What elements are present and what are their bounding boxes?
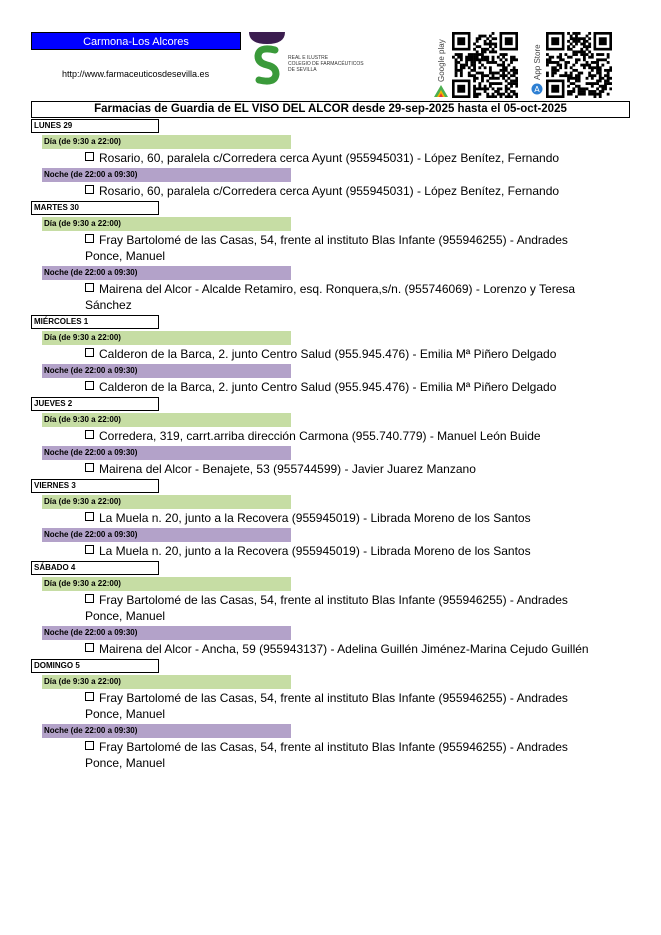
pharmacy-entry-text: La Muela n. 20, junto a la Recovera (955945019) - Librada Moreno de los Santos — [99, 544, 531, 558]
checkbox-square-icon — [85, 348, 94, 357]
checkbox-square-icon — [85, 545, 94, 554]
pharmacy-entry-text: Calderon de la Barca, 2. junto Centro Salud (955.945.476) - Emilia Mª Piñero Delgado — [99, 347, 557, 361]
pharmacy-entry-text: Fray Bartolomé de las Casas, 54, frente al instituto Blas Infante (955946255) - Andrades Ponce, Manuel — [85, 691, 568, 721]
google-play-qr-code[interactable] — [452, 32, 518, 98]
pharmacy-entry — [85, 345, 595, 364]
night-shift-header: Noche (de 22:00 a 09:30) — [42, 528, 291, 542]
night-shift-header: Noche (de 22:00 a 09:30) — [42, 266, 291, 280]
checkbox-square-icon — [85, 185, 94, 194]
day-header: LUNES 29 — [31, 119, 159, 133]
checkbox-square-icon — [85, 283, 94, 292]
pharmacy-entry — [85, 231, 595, 266]
pharmacy-entry — [85, 280, 595, 315]
website-url[interactable]: http://www.farmaceuticosdesevilla.es — [62, 69, 210, 79]
pharmacy-entry-text: Rosario, 60, paralela c/Corredera cerca Ayunt (955945031) - López Benítez, Fernando — [99, 184, 560, 198]
college-logo — [249, 32, 285, 87]
svg-text:A: A — [534, 85, 540, 94]
checkbox-square-icon — [85, 381, 94, 390]
pharmacy-entry — [85, 591, 595, 626]
pharmacy-entry-text: Mairena del Alcor - Ancha, 59 (955943137) - Adelina Guillén Jiménez-Marina Cejudo Guillén — [99, 642, 589, 656]
checkbox-square-icon — [85, 463, 94, 472]
day-header: MARTES 30 — [31, 201, 159, 215]
pharmacy-entry — [85, 738, 595, 773]
pharmacy-entry-text: Corredera, 319, carrt.arriba dirección Carmona (955.740.779) - Manuel León Buide — [99, 429, 541, 443]
day-header: MIÉRCOLES 1 — [31, 315, 159, 329]
checkbox-square-icon — [85, 152, 94, 161]
day-shift-header: Día (de 9:30 a 22:00) — [42, 331, 291, 345]
zone-label: Carmona-Los Alcores — [31, 32, 241, 50]
pharmacy-entry-text: Mairena del Alcor - Benajete, 53 (955744599) - Javier Juarez Manzano — [99, 462, 476, 476]
pharmacy-entry — [85, 460, 595, 479]
checkbox-square-icon — [85, 430, 94, 439]
google-play-label: Google play — [437, 39, 446, 82]
app-store-qr-code[interactable] — [546, 32, 612, 98]
page-title: Farmacias de Guardia de EL VISO DEL ALCOR desde 29-sep-2025 hasta el 05-oct-2025 — [31, 101, 630, 118]
pharmacy-entry — [85, 378, 595, 397]
night-shift-header: Noche (de 22:00 a 09:30) — [42, 168, 291, 182]
pharmacy-entry — [85, 640, 595, 659]
pharmacy-entry-text: Fray Bartolomé de las Casas, 54, frente al instituto Blas Infante (955946255) - Andrades Ponce, Manuel — [85, 740, 568, 770]
day-header: DOMINGO 5 — [31, 659, 159, 673]
pharmacy-entry-text: Mairena del Alcor - Alcalde Retamiro, esq. Ronquera,s/n. (955746069) - Lorenzo y Teresa Sánchez — [85, 282, 576, 312]
day-shift-header: Día (de 9:30 a 22:00) — [42, 577, 291, 591]
pharmacy-entry — [85, 542, 595, 561]
checkbox-square-icon — [85, 692, 94, 701]
checkbox-square-icon — [85, 512, 94, 521]
duty-schedule — [31, 119, 630, 773]
pharmacy-entry-text: Rosario, 60, paralela c/Corredera cerca Ayunt (955945031) - López Benítez, Fernando — [99, 151, 560, 165]
day-shift-header: Día (de 9:30 a 22:00) — [42, 135, 291, 149]
night-shift-header: Noche (de 22:00 a 09:30) — [42, 446, 291, 460]
pharmacy-entry — [85, 509, 595, 528]
pharmacy-entry — [85, 689, 595, 724]
pharmacy-entry — [85, 427, 595, 446]
checkbox-square-icon — [85, 234, 94, 243]
checkbox-square-icon — [85, 594, 94, 603]
college-name: REAL E ILUSTRE COLEGIO DE FARMACÉUTICOS DE SEVILLA — [288, 55, 364, 73]
app-store-icon[interactable] — [531, 83, 543, 95]
checkbox-square-icon — [85, 741, 94, 750]
pharmacy-entry-text: Calderon de la Barca, 2. junto Centro Salud (955.945.476) - Emilia Mª Piñero Delgado — [99, 380, 557, 394]
pharmacy-entry-text: Fray Bartolomé de las Casas, 54, frente al instituto Blas Infante (955946255) - Andrades Ponce, Manuel — [85, 233, 568, 263]
checkbox-square-icon — [85, 643, 94, 652]
pharmacy-entry — [85, 149, 595, 168]
app-store-label: App Store — [533, 44, 542, 80]
day-shift-header: Día (de 9:30 a 22:00) — [42, 495, 291, 509]
night-shift-header: Noche (de 22:00 a 09:30) — [42, 626, 291, 640]
pharmacy-entry-text: La Muela n. 20, junto a la Recovera (955945019) - Librada Moreno de los Santos — [99, 511, 531, 525]
google-play-icon[interactable] — [434, 85, 448, 97]
day-header: VIERNES 3 — [31, 479, 159, 493]
day-shift-header: Día (de 9:30 a 22:00) — [42, 217, 291, 231]
day-header: JUEVES 2 — [31, 397, 159, 411]
pharmacy-entry — [85, 182, 595, 201]
night-shift-header: Noche (de 22:00 a 09:30) — [42, 724, 291, 738]
day-shift-header: Día (de 9:30 a 22:00) — [42, 413, 291, 427]
day-shift-header: Día (de 9:30 a 22:00) — [42, 675, 291, 689]
pharmacy-entry-text: Fray Bartolomé de las Casas, 54, frente al instituto Blas Infante (955946255) - Andrades Ponce, Manuel — [85, 593, 568, 623]
day-header: SÁBADO 4 — [31, 561, 159, 575]
night-shift-header: Noche (de 22:00 a 09:30) — [42, 364, 291, 378]
